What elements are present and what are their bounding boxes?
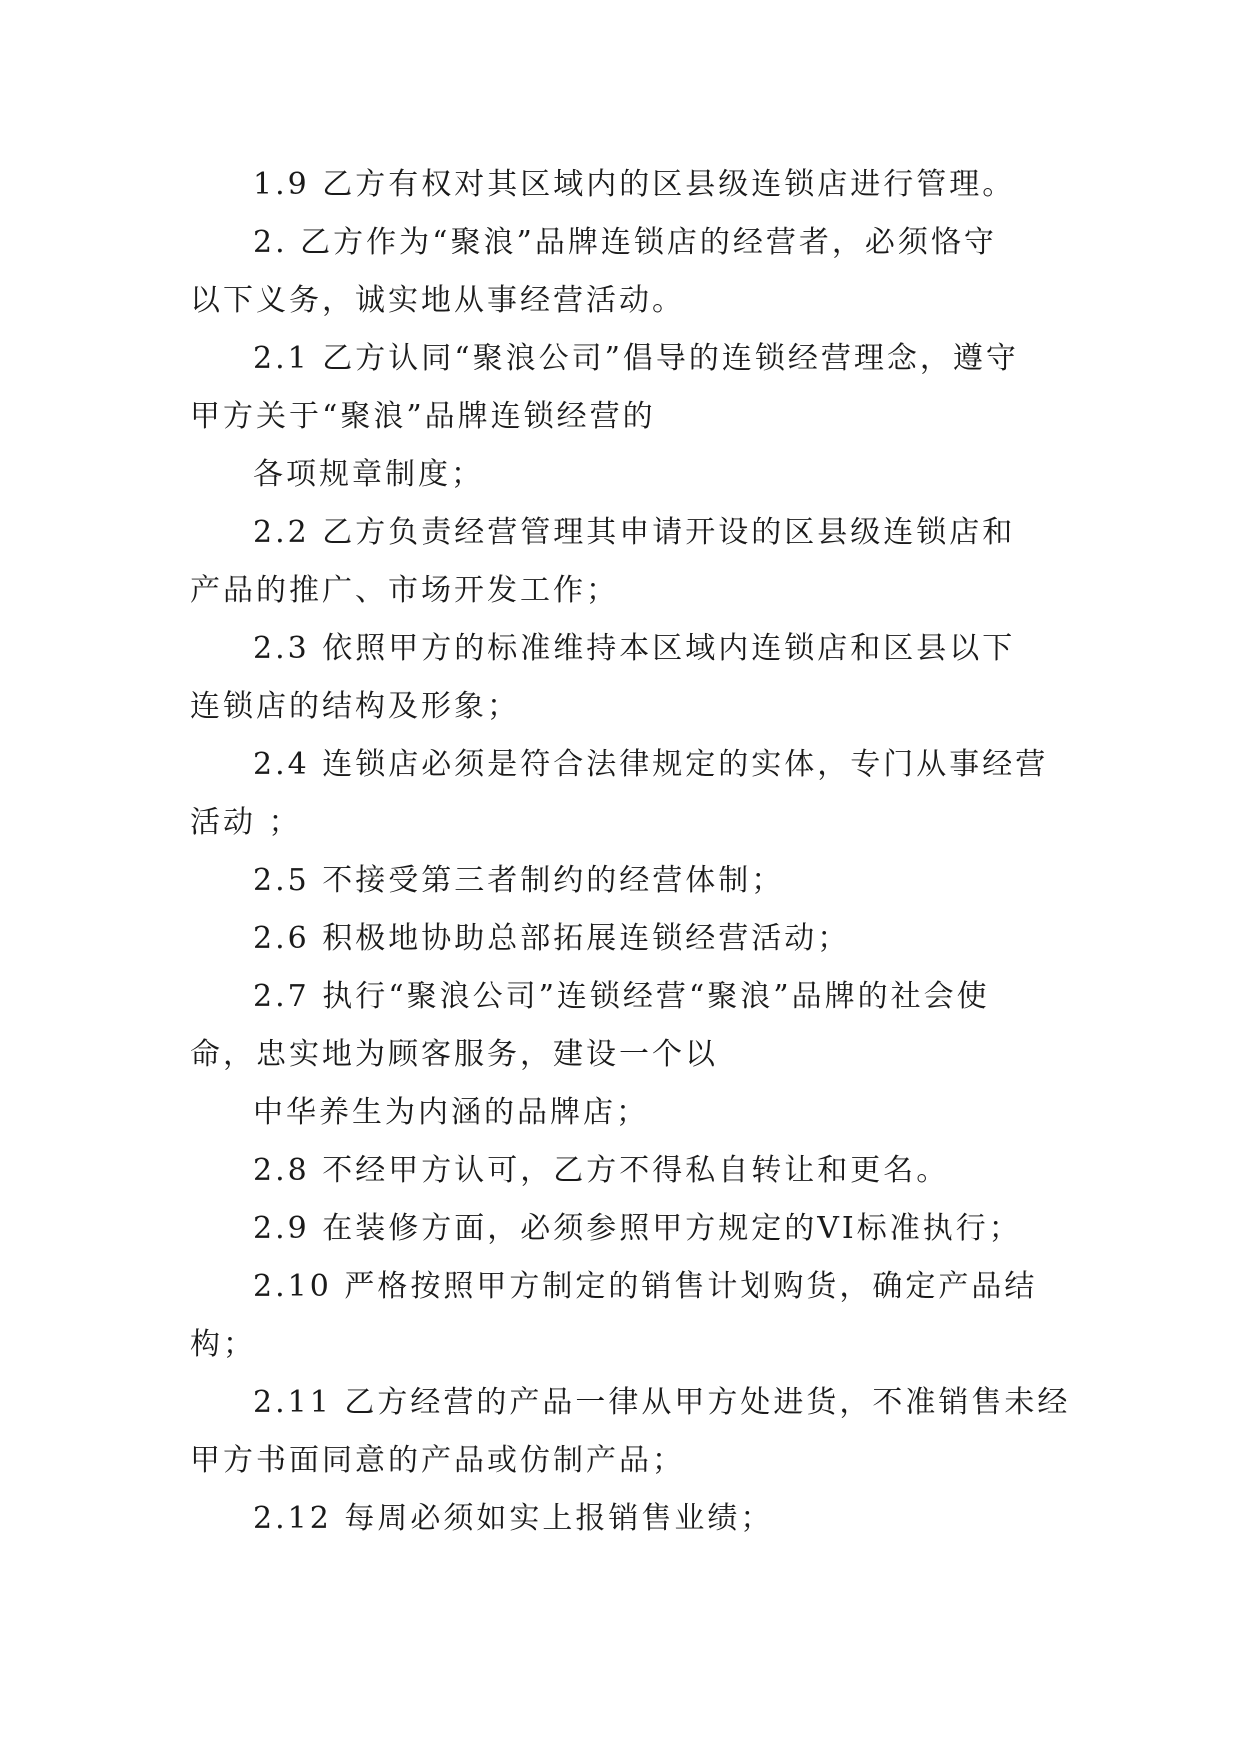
clause-2-10-cont: 构； bbox=[190, 1327, 256, 1362]
clause-2-9: 2.9 在装修方面，必须参照甲方规定的VI标准执行； bbox=[253, 1211, 1022, 1246]
clause-2-heading: 2. 乙方作为“聚浪”品牌连锁店的经营者，必须恪守 bbox=[253, 225, 997, 260]
clause-1-9: 1.9 乙方有权对其区域内的区县级连锁店进行管理。 bbox=[253, 167, 1016, 202]
clause-2-1-cont: 甲方关于“聚浪”品牌连锁经营的 bbox=[190, 399, 656, 434]
clause-2-7-cont: 命，忠实地为顾客服务，建设一个以 bbox=[190, 1037, 718, 1072]
clause-2-3: 2.3 依照甲方的标准维持本区域内连锁店和区县以下 bbox=[253, 631, 1016, 666]
clause-2-6: 2.6 积极地协助总部拓展连锁经营活动； bbox=[253, 921, 851, 956]
clause-2-2-cont: 产品的推广、市场开发工作； bbox=[190, 573, 619, 608]
clause-2-heading-cont: 以下义务，诚实地从事经营活动。 bbox=[190, 283, 685, 318]
clause-2-1-cont-2: 各项规章制度； bbox=[253, 457, 484, 492]
clause-2-1: 2.1 乙方认同“聚浪公司”倡导的连锁经营理念，遵守 bbox=[253, 341, 1019, 376]
clause-2-7-cont-2: 中华养生为内涵的品牌店； bbox=[253, 1095, 649, 1130]
clause-2-8: 2.8 不经甲方认可，乙方不得私自转让和更名。 bbox=[253, 1153, 950, 1188]
clause-2-4-cont: 活动 ； bbox=[190, 805, 302, 840]
clause-2-7: 2.7 执行“聚浪公司”连锁经营“聚浪”品牌的社会使 bbox=[253, 979, 990, 1014]
clause-2-5: 2.5 不接受第三者制约的经营体制； bbox=[253, 863, 785, 898]
clause-2-11: 2.11 乙方经营的产品一律从甲方处进货，不准销售未经 bbox=[253, 1385, 1071, 1420]
clause-2-4: 2.4 连锁店必须是符合法律规定的实体，专门从事经营 bbox=[253, 747, 1049, 782]
clause-2-2: 2.2 乙方负责经营管理其申请开设的区县级连锁店和 bbox=[253, 515, 1016, 550]
clause-2-12: 2.12 每周必须如实上报销售业绩； bbox=[253, 1501, 774, 1536]
clause-2-10: 2.10 严格按照甲方制定的销售计划购货，确定产品结 bbox=[253, 1269, 1038, 1304]
clause-2-11-cont: 甲方书面同意的产品或仿制产品； bbox=[190, 1443, 685, 1478]
clause-2-3-cont: 连锁店的结构及形象； bbox=[190, 689, 520, 724]
